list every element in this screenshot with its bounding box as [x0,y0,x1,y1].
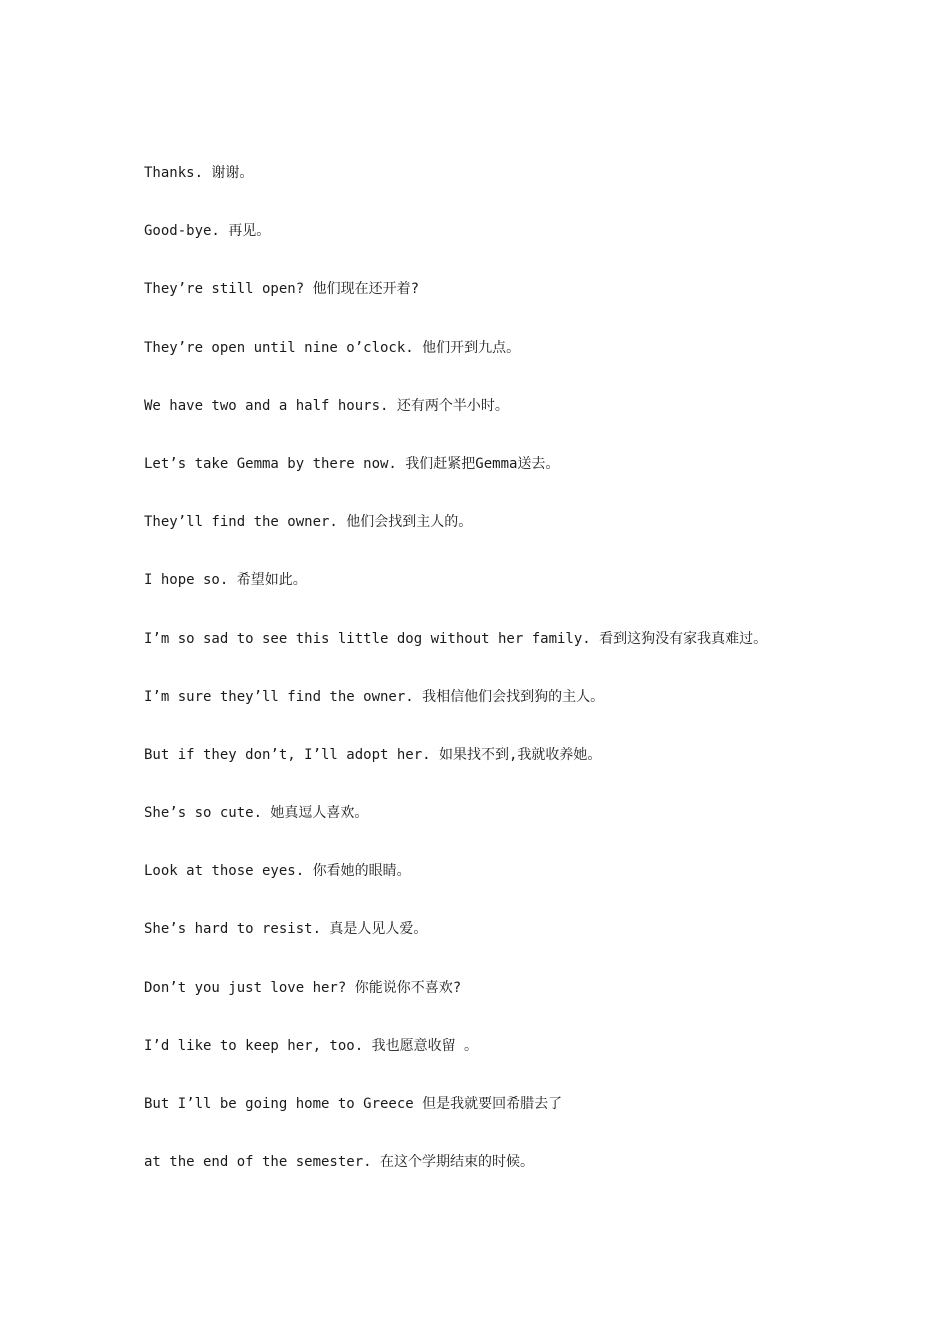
dialogue-line: Don’t you just love her? 你能说你不喜欢? [144,979,462,996]
dialogue-line: I’m sure they’ll find the owner. 我相信他们会找到狗的主人。 [144,688,605,705]
dialogue-line: I hope so. 希望如此。 [144,572,307,589]
dialogue-line: She’s hard to resist. 真是人见人爱。 [144,921,428,938]
dialogue-line: Look at those eyes. 你看她的眼睛。 [144,863,411,880]
dialogue-line: I’m so sad to see this little dog without her family. 看到这狗没有家我真难过。 [144,630,768,647]
dialogue-line: Thanks. 谢谢。 [144,165,254,181]
dialogue-line: But I’ll be going home to Greece 但是我就要回希腊去了 [144,1096,563,1112]
dialogue-line: They’re still open? 他们现在还开着? [144,281,420,298]
dialogue-line: They’re open until nine o’clock. 他们开到九点。 [144,339,521,356]
dialogue-line: Good-bye. 再见。 [144,223,271,240]
dialogue-lines [144,164,924,1211]
dialogue-line: I’d like to keep her, too. 我也愿意收留 。 [144,1037,479,1054]
dialogue-line: She’s so cute. 她真逗人喜欢。 [144,805,369,822]
dialogue-line: They’ll find the owner. 他们会找到主人的。 [144,514,473,531]
dialogue-line: at the end of the semester. 在这个学期结束的时候。 [144,1154,535,1171]
dialogue-line: We have two and a half hours. 还有两个半小时。 [144,397,509,414]
dialogue-line: But if they don’t, I’ll adopt her. 如果找不到,我就收养她。 [144,746,602,763]
dialogue-line: Let’s take Gemma by there now. 我们赶紧把Gemma送去。 [144,455,560,472]
